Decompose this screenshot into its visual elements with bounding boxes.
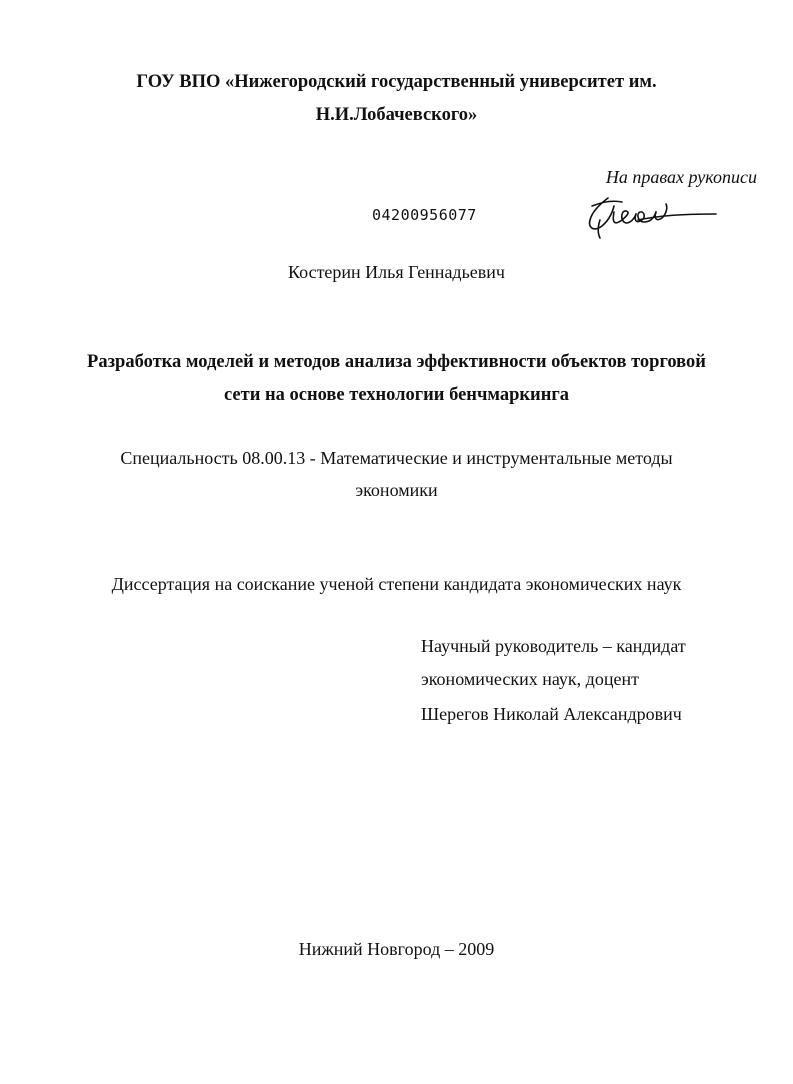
library-code: 04200956077	[372, 206, 477, 224]
specialty-line-2: экономики	[355, 480, 438, 500]
city-year: Нижний Новгород – 2009	[298, 939, 495, 959]
author-name: Костерин Илья Геннадьевич	[288, 262, 505, 282]
supervisor-line-2: экономических наук, доцент	[421, 669, 639, 689]
signature-icon	[578, 190, 720, 244]
dissertation-title-line-2: сети на основе технологии бенчмаркинга	[223, 385, 570, 405]
dissertation-type: Диссертация на соискание ученой степени кандидата экономических наук	[111, 574, 682, 594]
supervisor-name: Шерегов Николай Александрович	[421, 704, 682, 724]
university-name-line-2: Н.И.Лобачевского»	[315, 105, 478, 125]
university-name-line-1: ГОУ ВПО «Нижегородский государственный университет им.	[136, 72, 657, 92]
dissertation-title-line-1: Разработка моделей и методов анализа эффективности объектов торговой	[87, 352, 706, 372]
specialty-line-1: Специальность 08.00.13 - Математические и инструментальные методы	[120, 448, 673, 468]
supervisor-line-1: Научный руководитель – кандидат	[421, 636, 686, 656]
manuscript-rights-note: На правах рукописи	[605, 167, 757, 187]
